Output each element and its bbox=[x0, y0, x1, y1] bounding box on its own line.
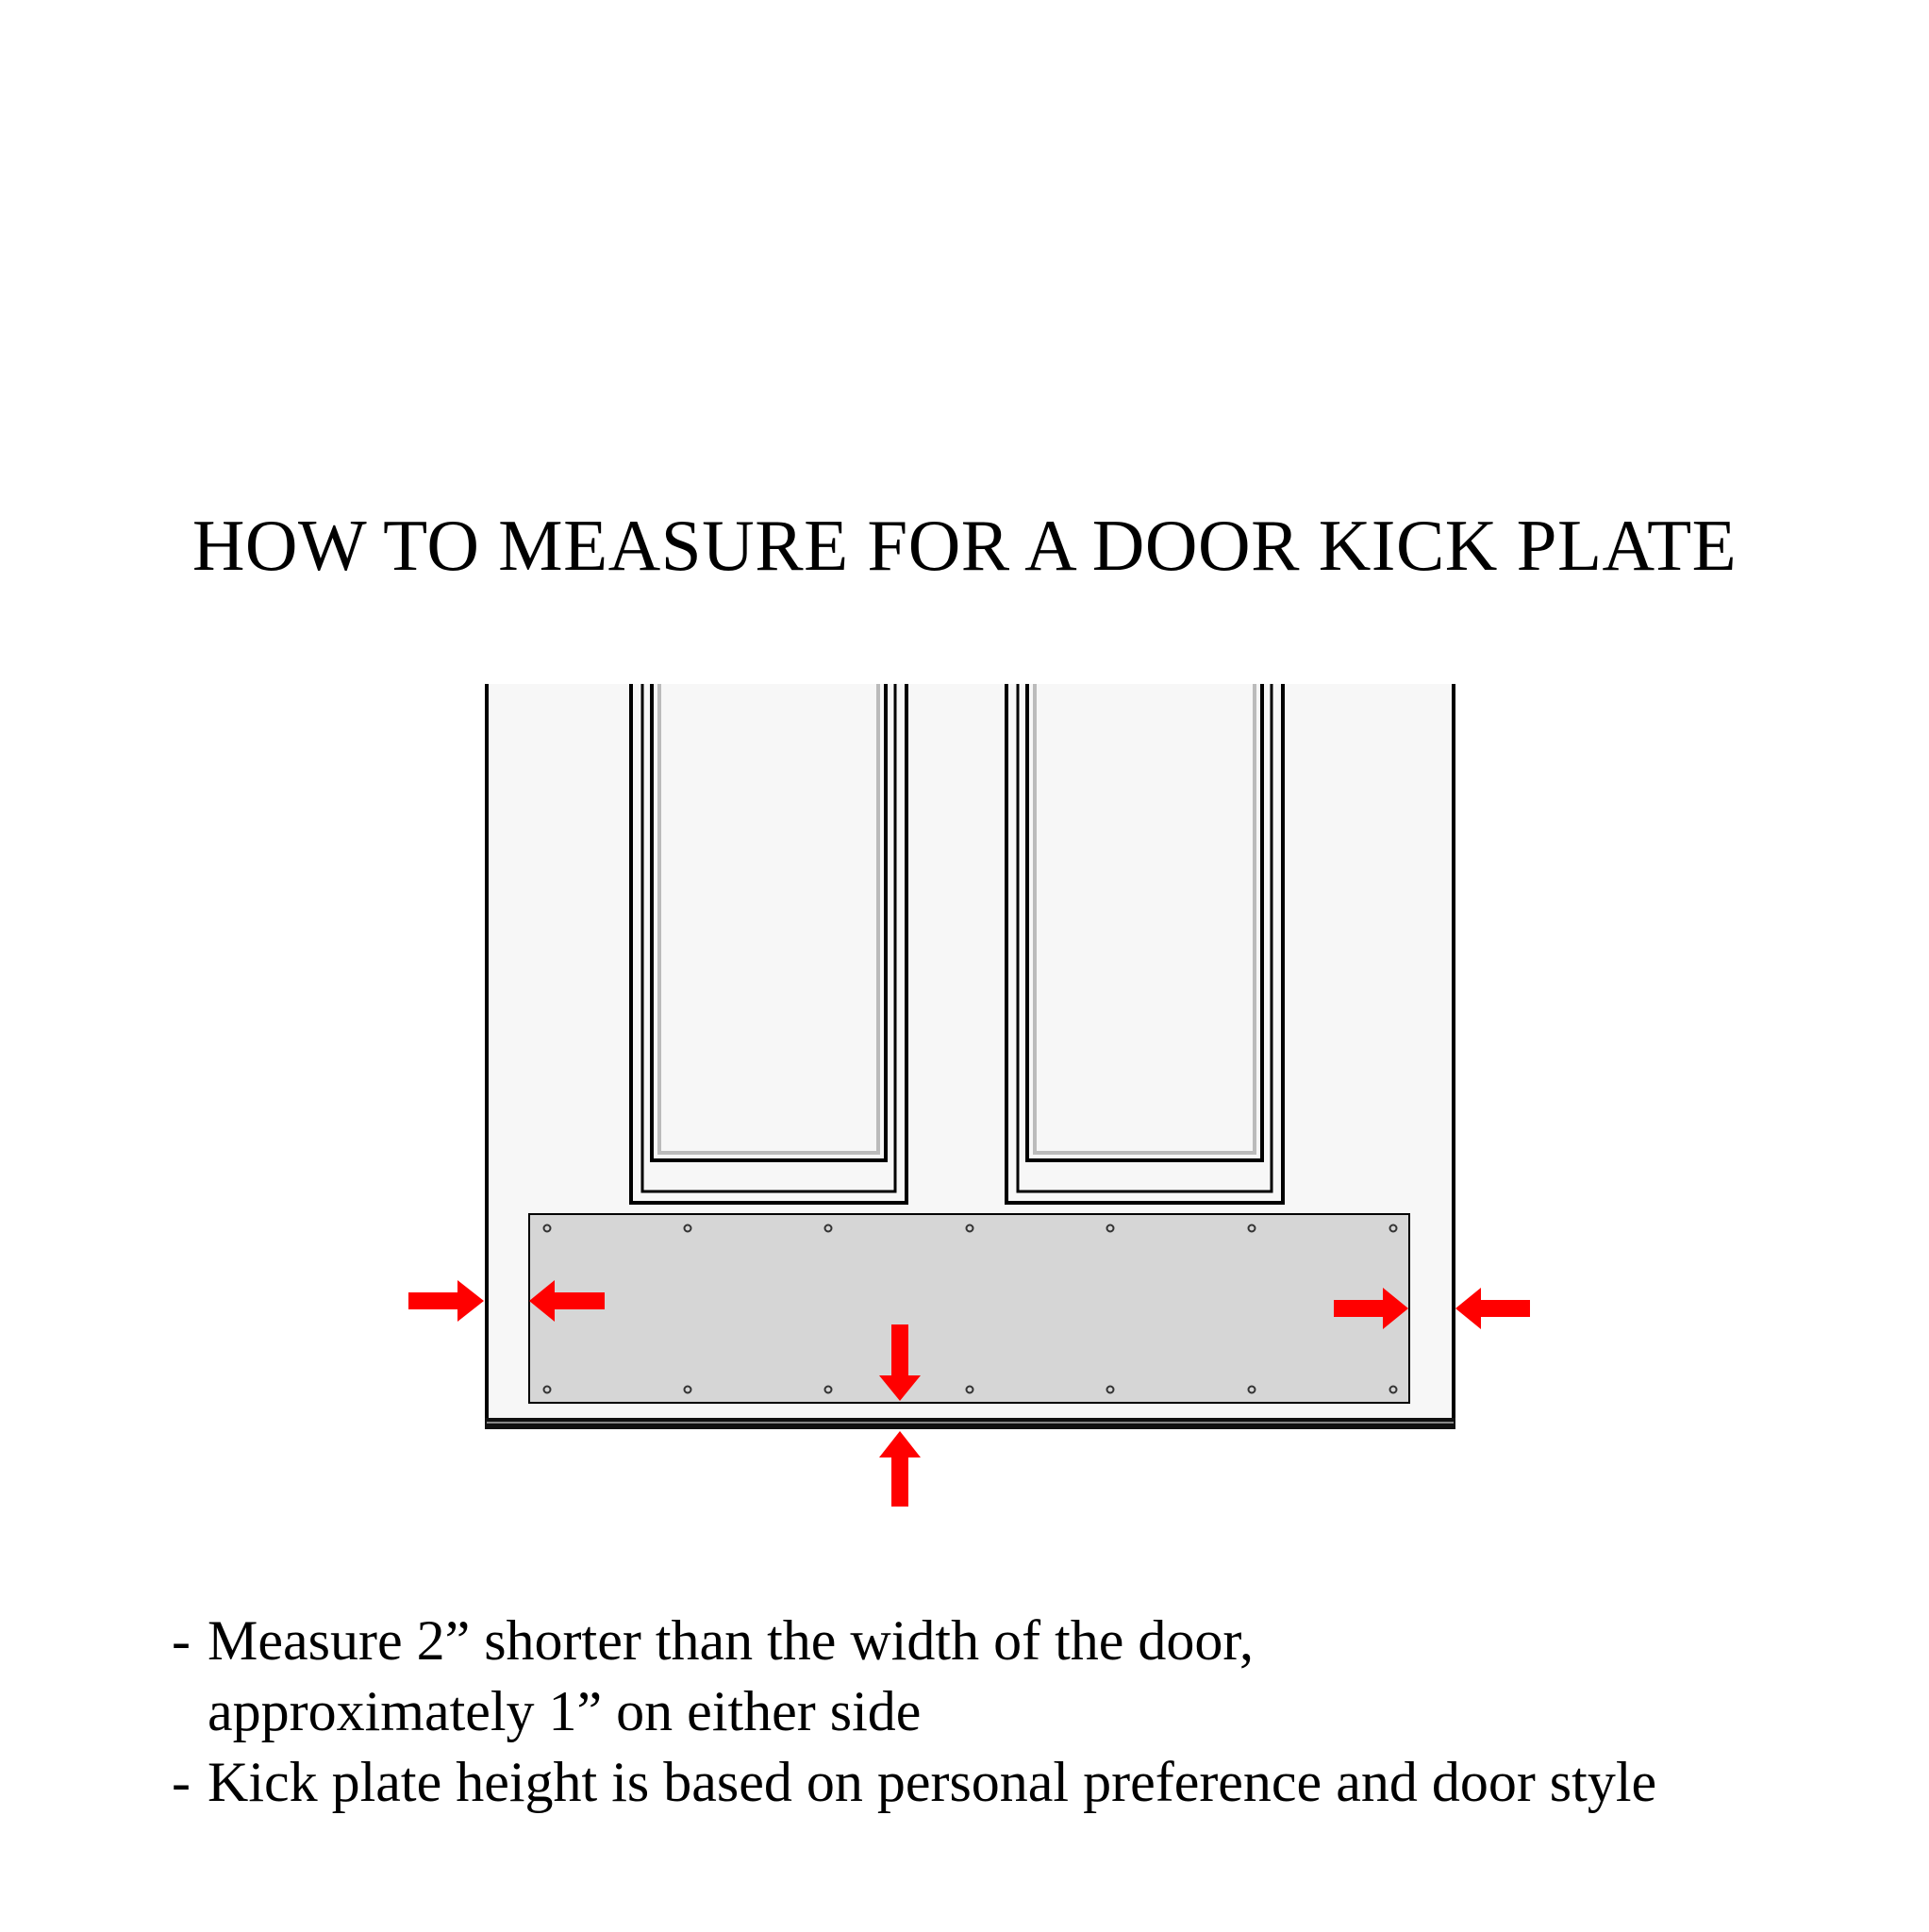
instructions bbox=[172, 1606, 1656, 1818]
arrow-up-icon bbox=[879, 1431, 921, 1507]
instruction-continuation bbox=[172, 1676, 1656, 1747]
instruction-text: approximately 1” on either side bbox=[208, 1680, 922, 1742]
arrow-left-icon bbox=[1455, 1288, 1530, 1329]
page-title: HOW TO MEASURE FOR A DOOR KICK PLATE bbox=[191, 505, 1738, 586]
instruction-text: Kick plate height is based on personal preference and door style bbox=[208, 1751, 1657, 1813]
bullet-dash: - bbox=[172, 1609, 191, 1672]
instruction-item bbox=[172, 1606, 1656, 1676]
arrow-right-icon bbox=[408, 1280, 484, 1322]
kick-plate bbox=[529, 1214, 1409, 1403]
bullet-dash: - bbox=[172, 1751, 191, 1813]
instruction-text: Measure 2” shorter than the width of the door, bbox=[208, 1609, 1254, 1672]
instruction-item bbox=[172, 1747, 1656, 1818]
